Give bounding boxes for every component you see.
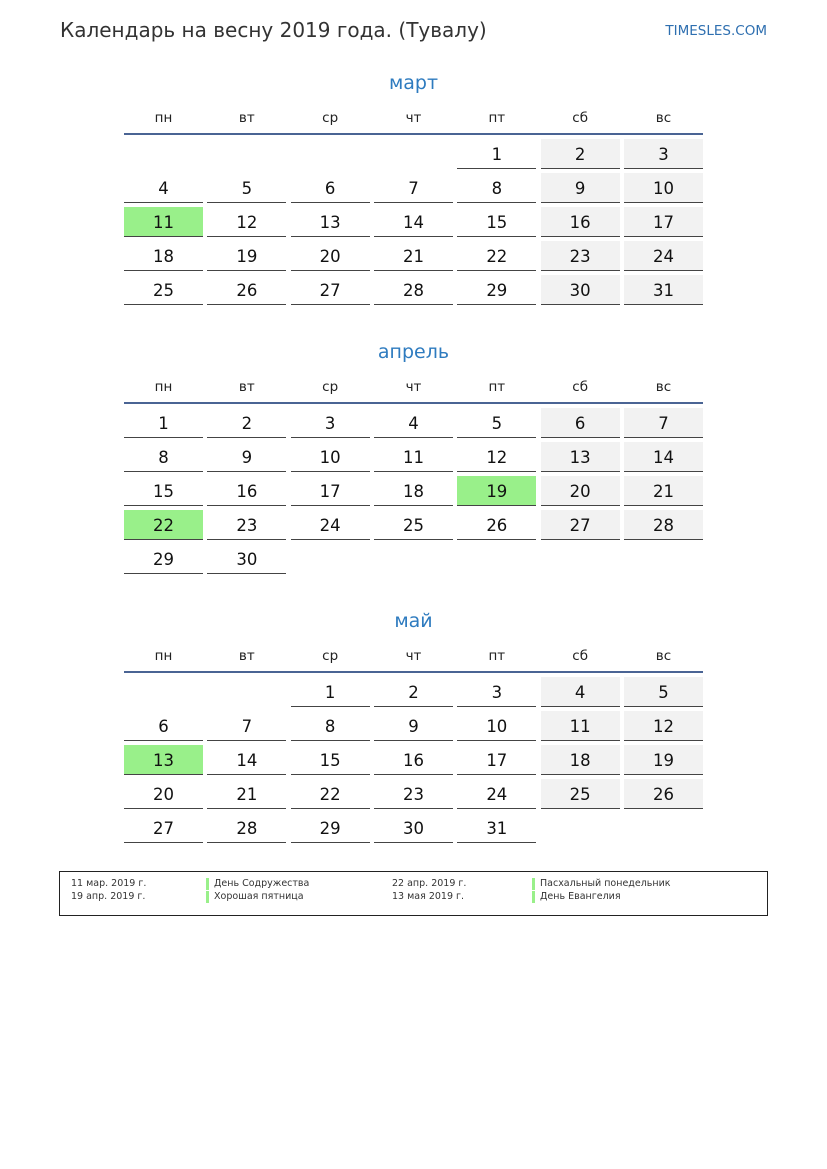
day-cell: 13 <box>541 442 620 472</box>
day-cell: 18 <box>124 241 203 271</box>
legend-dates-left <box>60 878 206 915</box>
day-cell: 12 <box>457 442 536 472</box>
day-cell: 7 <box>374 173 453 203</box>
day-cell: 8 <box>124 442 203 472</box>
day-cell: 24 <box>624 241 703 271</box>
day-cell: 15 <box>291 745 370 775</box>
weekday-label: чт <box>405 379 422 395</box>
day-cell: 25 <box>374 510 453 540</box>
day-cell: 3 <box>624 139 703 169</box>
weekday-header <box>124 641 703 673</box>
legend-dates-right <box>381 878 532 915</box>
day-cell: 17 <box>457 745 536 775</box>
holiday-day-cell: 11 <box>124 207 203 237</box>
day-cell: 16 <box>207 476 286 506</box>
day-cell: 6 <box>124 711 203 741</box>
day-cell: 30 <box>374 813 453 843</box>
day-cell: 22 <box>291 779 370 809</box>
weekday-header <box>124 372 703 404</box>
day-cell: 9 <box>207 442 286 472</box>
day-cell: 3 <box>457 677 536 707</box>
weekday-label: вс <box>655 110 672 126</box>
day-cell: 21 <box>624 476 703 506</box>
day-grid <box>124 408 703 574</box>
day-cell: 7 <box>624 408 703 438</box>
month-name: май <box>394 610 433 632</box>
day-cell: 18 <box>541 745 620 775</box>
day-cell: 20 <box>124 779 203 809</box>
day-cell: 19 <box>624 745 703 775</box>
empty-day-cell <box>124 677 203 707</box>
legend-date: 22 апр. 2019 г. <box>392 878 467 889</box>
empty-day-cell <box>374 139 453 169</box>
day-cell: 20 <box>541 476 620 506</box>
day-cell: 5 <box>624 677 703 707</box>
day-cell: 17 <box>624 207 703 237</box>
day-cell: 29 <box>457 275 536 305</box>
empty-day-cell <box>207 677 286 707</box>
day-cell: 14 <box>207 745 286 775</box>
weekday-label: вт <box>238 110 255 126</box>
legend-holiday-name: Пасхальный понедельник <box>532 878 767 890</box>
empty-day-cell <box>124 139 203 169</box>
weekday-label: вт <box>238 648 255 664</box>
day-cell: 5 <box>207 173 286 203</box>
weekday-label: сб <box>572 379 589 395</box>
site-link[interactable]: TIMESLES.COM <box>665 23 767 39</box>
day-cell: 21 <box>374 241 453 271</box>
day-cell: 23 <box>541 241 620 271</box>
month-may <box>124 607 703 843</box>
day-cell: 2 <box>374 677 453 707</box>
day-cell: 1 <box>457 139 536 169</box>
page-title: Календарь на весну 2019 года. (Тувалу) <box>60 18 487 42</box>
day-cell: 2 <box>207 408 286 438</box>
day-cell: 26 <box>624 779 703 809</box>
day-cell: 19 <box>207 241 286 271</box>
weekday-label: вс <box>655 379 672 395</box>
month-march <box>124 69 703 305</box>
weekday-label: ср <box>322 648 339 664</box>
legend-holiday-name: День Содружества <box>206 878 381 890</box>
month-april <box>124 338 703 574</box>
day-cell: 9 <box>541 173 620 203</box>
legend-names-left <box>206 878 381 915</box>
day-cell: 4 <box>124 173 203 203</box>
day-cell: 9 <box>374 711 453 741</box>
day-cell: 28 <box>374 275 453 305</box>
legend-holiday-name: Хорошая пятница <box>206 891 381 903</box>
day-cell: 28 <box>624 510 703 540</box>
holiday-legend <box>59 871 768 916</box>
month-name: март <box>388 72 439 94</box>
holiday-day-cell: 22 <box>124 510 203 540</box>
day-cell: 17 <box>291 476 370 506</box>
legend-date: 19 апр. 2019 г. <box>71 891 146 902</box>
day-cell: 8 <box>291 711 370 741</box>
day-cell: 28 <box>207 813 286 843</box>
day-cell: 1 <box>291 677 370 707</box>
day-cell: 30 <box>541 275 620 305</box>
day-cell: 25 <box>541 779 620 809</box>
weekday-label: сб <box>572 648 589 664</box>
legend-date: 13 мая 2019 г. <box>392 891 465 902</box>
holiday-day-cell: 13 <box>124 745 203 775</box>
day-cell: 27 <box>541 510 620 540</box>
day-grid <box>124 139 703 305</box>
day-cell: 3 <box>291 408 370 438</box>
day-cell: 18 <box>374 476 453 506</box>
day-cell: 11 <box>374 442 453 472</box>
legend-date: 11 мар. 2019 г. <box>71 878 147 889</box>
day-cell: 6 <box>541 408 620 438</box>
day-cell: 31 <box>624 275 703 305</box>
day-cell: 15 <box>124 476 203 506</box>
day-cell: 16 <box>541 207 620 237</box>
day-cell: 10 <box>457 711 536 741</box>
weekday-label: вс <box>655 648 672 664</box>
day-cell: 15 <box>457 207 536 237</box>
weekday-label: пн <box>154 110 173 126</box>
day-cell: 10 <box>291 442 370 472</box>
day-cell: 23 <box>374 779 453 809</box>
day-cell: 29 <box>291 813 370 843</box>
day-cell: 23 <box>207 510 286 540</box>
day-cell: 14 <box>374 207 453 237</box>
weekday-label: ср <box>322 110 339 126</box>
day-grid <box>124 677 703 843</box>
day-cell: 12 <box>624 711 703 741</box>
day-cell: 1 <box>124 408 203 438</box>
weekday-header <box>124 103 703 135</box>
day-cell: 24 <box>291 510 370 540</box>
month-name: апрель <box>377 341 450 363</box>
weekday-label: пн <box>154 648 173 664</box>
day-cell: 16 <box>374 745 453 775</box>
day-cell: 24 <box>457 779 536 809</box>
day-cell: 27 <box>291 275 370 305</box>
weekday-label: чт <box>405 110 422 126</box>
empty-day-cell <box>291 139 370 169</box>
weekday-label: пт <box>488 379 506 395</box>
day-cell: 13 <box>291 207 370 237</box>
weekday-label: пн <box>154 379 173 395</box>
day-cell: 30 <box>207 544 286 574</box>
day-cell: 11 <box>541 711 620 741</box>
day-cell: 2 <box>541 139 620 169</box>
empty-day-cell <box>207 139 286 169</box>
weekday-label: ср <box>322 379 339 395</box>
weekday-label: сб <box>572 110 589 126</box>
weekday-label: пт <box>488 110 506 126</box>
legend-names-right <box>532 878 767 915</box>
day-cell: 20 <box>291 241 370 271</box>
day-cell: 4 <box>541 677 620 707</box>
day-cell: 7 <box>207 711 286 741</box>
day-cell: 5 <box>457 408 536 438</box>
day-cell: 22 <box>457 241 536 271</box>
legend-holiday-name: День Евангелия <box>532 891 767 903</box>
day-cell: 25 <box>124 275 203 305</box>
day-cell: 29 <box>124 544 203 574</box>
day-cell: 27 <box>124 813 203 843</box>
day-cell: 6 <box>291 173 370 203</box>
day-cell: 26 <box>207 275 286 305</box>
day-cell: 8 <box>457 173 536 203</box>
weekday-label: пт <box>488 648 506 664</box>
weekday-label: вт <box>238 379 255 395</box>
day-cell: 12 <box>207 207 286 237</box>
day-cell: 14 <box>624 442 703 472</box>
weekday-label: чт <box>405 648 422 664</box>
day-cell: 26 <box>457 510 536 540</box>
day-cell: 31 <box>457 813 536 843</box>
day-cell: 10 <box>624 173 703 203</box>
day-cell: 4 <box>374 408 453 438</box>
day-cell: 21 <box>207 779 286 809</box>
holiday-day-cell: 19 <box>457 476 536 506</box>
